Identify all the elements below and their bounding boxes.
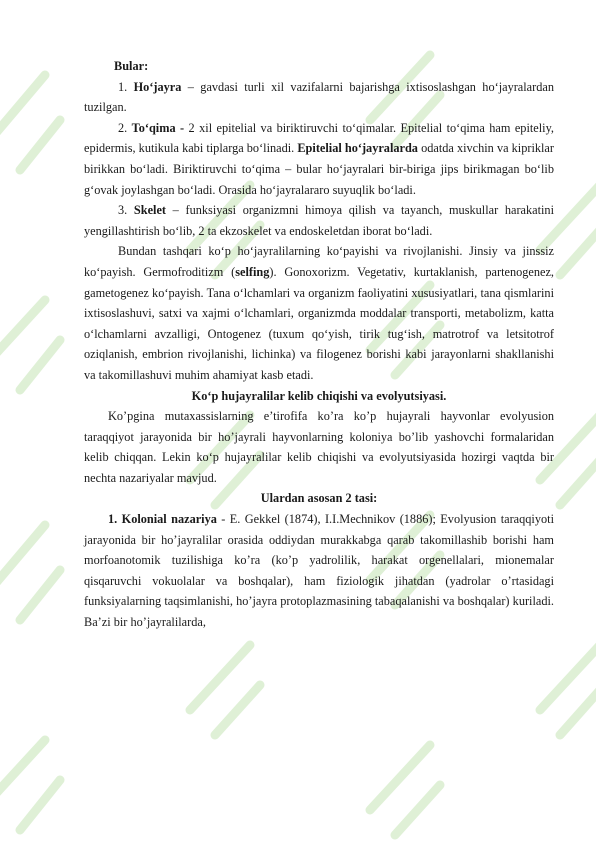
paragraph-hojayra (84, 77, 554, 118)
section-label: Bular: (114, 59, 149, 73)
term-kolonial: 1. Kolonial nazariya (108, 512, 217, 527)
paragraph-toqima (84, 118, 554, 200)
paragraph-text: odatda xivchin va kipriklar birikkan bo‘ladi. Biriktiruvchi to‘qima – bular ho‘jayralari bir-biriga jips birikmagan bo‘lib g‘ovak joylashgan bo‘ladi. Orasida ho‘jayralararo suyuqlik bo‘ladi. (84, 141, 554, 197)
watermark-glyph (0, 740, 60, 830)
watermark-glyph (540, 645, 596, 735)
paragraph-text: – funksiyasi organizmni himoya qilish va tayanch, muskullar harakatini yengillashtirish bo‘lib, 2 ta ekzoskelet va endoskeletdan iborat bo‘ladi. (84, 203, 554, 238)
paragraph-text: 2 xil epitelial va biriktiruvchi to‘qimalar. Epitelial to‘qima ham epiteliy, epidermis, kutikula kabi tiplarga bo‘linadi. (84, 120, 554, 156)
item-number: 1. (118, 79, 128, 94)
paragraph-evolyutsiya: Ko’pgina mutaxassislarning e’tirofifa ko’ra ko’p hujayrali hayvonlar evolyusion taraqqiyot jarayonida bir ho’jayrali hayvonlarning koloniya bo’lib yashovchi formalaridan kelib chiqqan. Lekin ko‘p hujayralilar kelib chiqishi va evolyutsiyasida hozirgi vaqtda bir nechta nazariyalar mavjud. (84, 409, 554, 485)
paragraph-kopayish (84, 241, 554, 385)
watermark-glyph (190, 645, 260, 735)
paragraph-text: – gavdasi turli xil vazifalarni bajarishga ixtisoslashgan ho‘jayralardan tuzilgan. (84, 79, 554, 115)
paragraph-text: ). Gonoxorizm. Vegetativ, kurtaklanish, partenogenez, gametogenez ko‘payish. Tana o‘lchamlari va organizm faoliyatini xususiyatlari, tana qismlarini ixtisoslashuvi, satxi va xajmi o‘lchamlari, organizmda moddalar transporti, metabolizm, katta o‘lchamlarni avzalligi, Ontogenez (tuxum qo‘yish, tirik tug‘ish, matrotrof va letsitotrof oziqlanish, embrion rivojlanishi, lichinka) va filogenez borishi kabi jarayonlarni shakllanishi va takomillashuvi muhim ahamiyat kasb etadi. (84, 264, 554, 382)
item-number: 3. (118, 203, 128, 218)
document-body (84, 56, 554, 633)
paragraph-kolonial (84, 509, 554, 633)
subsection-heading: Ulardan asosan 2 tasi: (260, 491, 378, 506)
term-skelet: Skelet (133, 203, 167, 218)
term-hojayra: Ho‘jayra (133, 79, 182, 94)
watermark-glyph (0, 300, 60, 390)
watermark-glyph (0, 75, 60, 170)
term-toqima: To‘qima - (131, 120, 185, 135)
paragraph-skelet (84, 200, 554, 241)
paragraph-text: - E. Gekkel (1874), I.I.Mechnikov (1886); Evolyusion taraqqiyoti jarayonida bir ho’jayralilar orasida oddiydan murakkabga qarab takomillashib borishi ham morfoanotomik tuzilishiga ko’ra (ko’p yadrolilik, harakat orgenellalari, mionemalar qisqaruvchi vokuolalar va boshqalar), ham fiziologik jihatdan (yadrolar o’rtasidagi funksiyalarning taqsimlanishi, ho’jayra protoplazmasining tabaqalanishi va boshqalar) kuriladi. Ba’zi bir ho’jayralilarda, (84, 512, 554, 630)
item-number: 2. (118, 120, 128, 135)
watermark-glyph (0, 525, 60, 620)
section-heading: Ko‘p hujayralilar kelib chiqishi va evolyutsiyasi. (191, 388, 447, 403)
term-selfing: selfing (235, 264, 270, 279)
term-epitelial: Epitelial ho‘jayralarda (297, 141, 418, 156)
watermark-glyph (370, 745, 440, 835)
paragraph-text: Bundan tashqari ko‘p ho‘jayralilarning ko‘payishi va rivojlanishi. Jinsiy va jinssiz ko‘payish. Germofroditizm ( (84, 244, 554, 279)
